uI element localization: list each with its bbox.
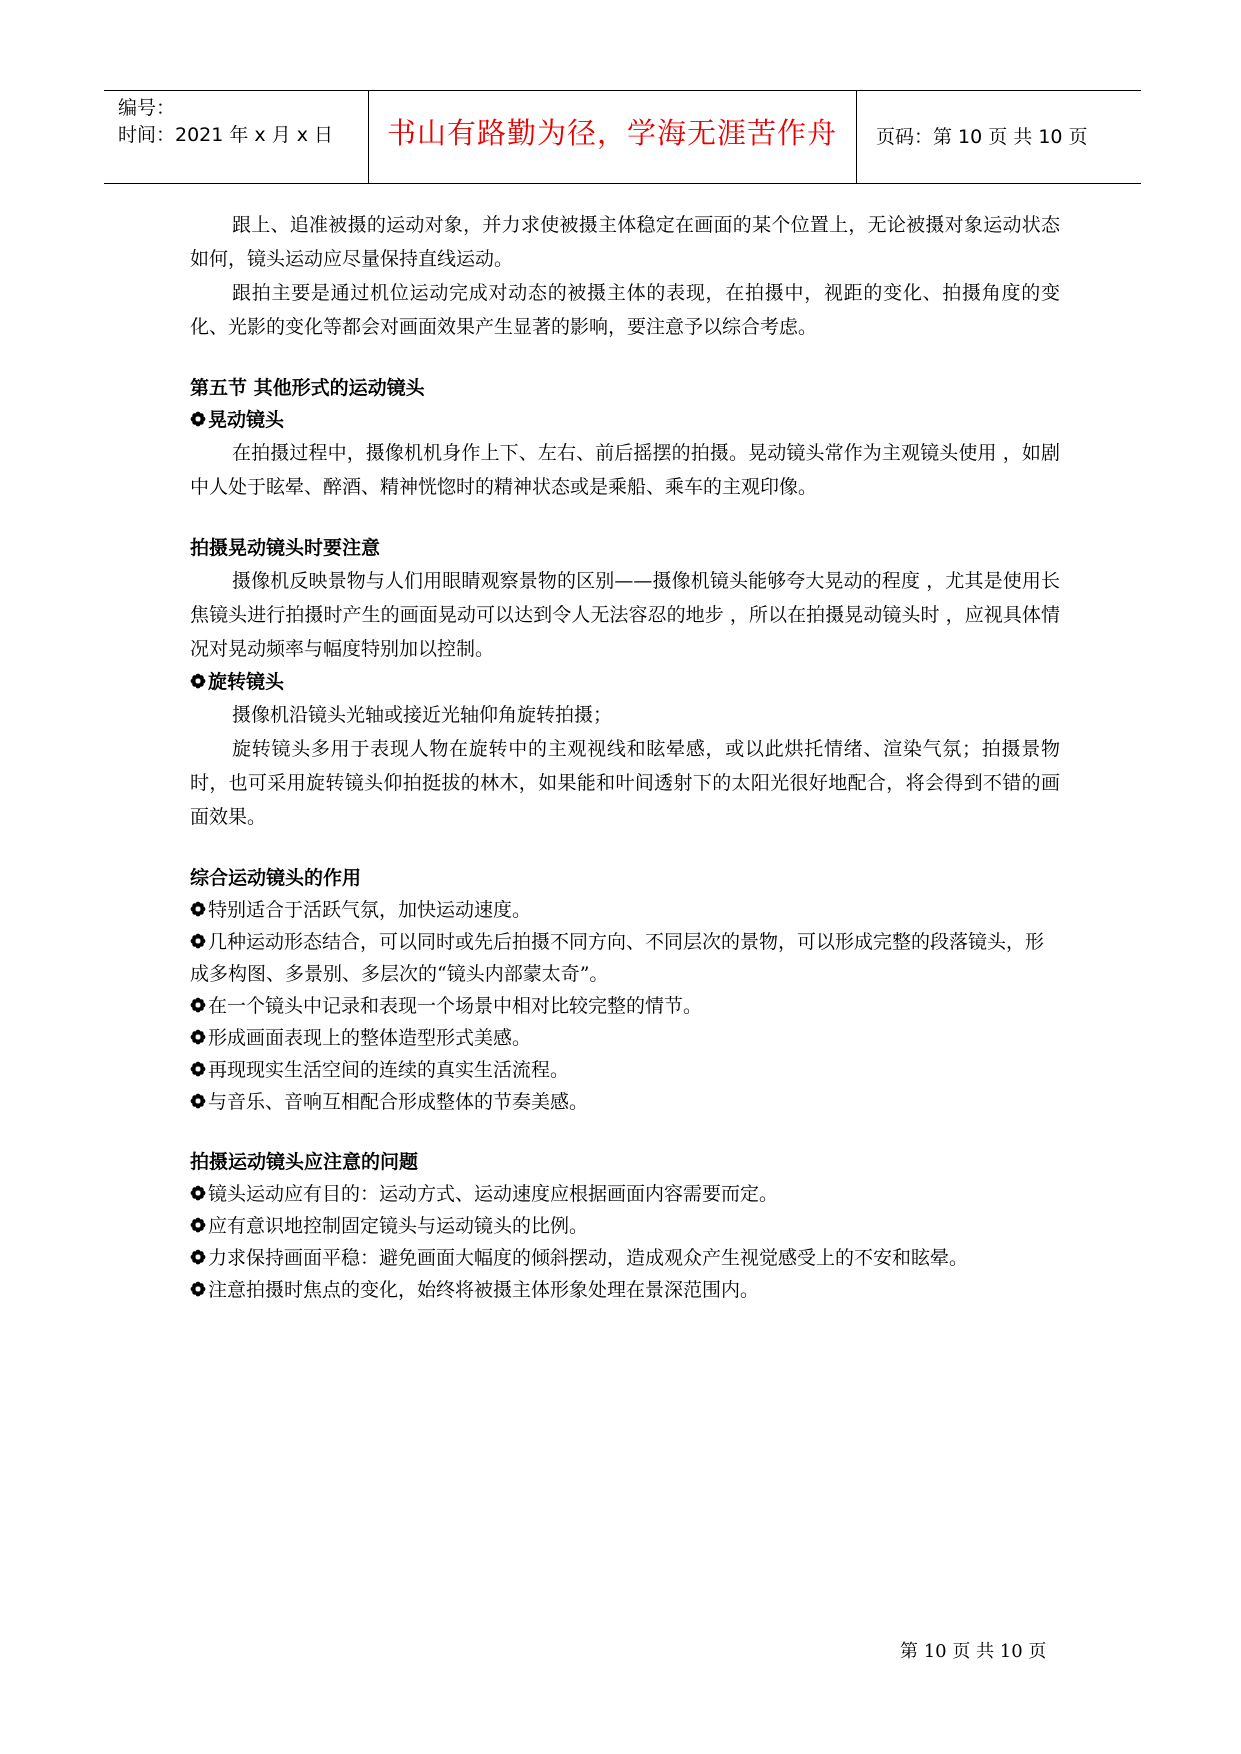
flower-bullet-icon — [190, 901, 206, 917]
list-item-text: 力求保持画面平稳：避免画面大幅度的倾斜摆动，造成观众产生视觉感受上的不安和眩晕。 — [208, 1247, 969, 1269]
issues-list — [190, 1178, 1060, 1306]
list-item — [190, 1274, 1060, 1306]
document-body — [190, 208, 1060, 1306]
header-motto: 书山有路勤为径，学海无涯苦作舟 — [386, 116, 837, 150]
list-item-text: 镜头运动应有目的：运动方式、运动速度应根据画面内容需要而定。 — [208, 1183, 779, 1205]
subsection-heading: 拍摄晃动镜头时要注意 — [190, 537, 381, 559]
list-item — [190, 1086, 1060, 1118]
list-item — [190, 1054, 1060, 1086]
flower-bullet-icon — [190, 1249, 206, 1265]
list-item-text: 在一个镜头中记录和表现一个场景中相对比较完整的情节。 — [208, 995, 703, 1017]
serial-label: 编号： — [118, 97, 176, 119]
list-item — [190, 1178, 1060, 1210]
flower-bullet-icon — [190, 673, 206, 689]
paragraph: 跟拍主要是通过机位运动完成对动态的被摄主体的表现，在拍摄中，视距的变化、拍摄角度的变化、光影的变化等都会对画面效果产生显著的影响，要注意予以综合考虑。 — [190, 282, 1060, 338]
list-item-text: 注意拍摄时焦点的变化，始终将被摄主体形象处理在景深范围内。 — [208, 1279, 760, 1301]
paragraph: 在拍摄过程中，摄像机机身作上下、左右、前后摇摆的拍摄。晃动镜头常作为主观镜头使用 ，如剧中人处于眩晕、醉酒、精神恍惚时的精神状态或是乘船、乘车的主观印像。 — [190, 442, 1060, 498]
list-item-text: 几种运动形态结合，可以同时或先后拍摄不同方向、不同层次的景物，可以形成完整的段落镜头，形成多构图、多景别、多层次的“镜头内部蒙太奇”。 — [190, 931, 1045, 985]
paragraph: 摄像机沿镜头光轴或接近光轴仰角旋转拍摄； — [232, 704, 613, 726]
subsection-heading — [190, 404, 1060, 436]
list-item-text: 特别适合于活跃气氛，加快运动速度。 — [208, 899, 532, 921]
page-header — [104, 90, 1141, 184]
list-item-text: 与音乐、音响互相配合形成整体的节奏美感。 — [208, 1091, 589, 1113]
paragraph: 摄像机反映景物与人们用眼睛观察景物的区别——摄像机镜头能够夸大晃动的程度 ，尤其是使用长焦镜头进行拍摄时产生的画面晃动可以达到令人无法容忍的地步 ，所以在拍摄晃动镜头时 ，应视具体情况对晃动频率与幅度特别加以控制。 — [190, 570, 1060, 660]
list-item — [190, 990, 1060, 1022]
flower-bullet-icon — [190, 1093, 206, 1109]
list-item-text: 应有意识地控制固定镜头与运动镜头的比例。 — [208, 1215, 589, 1237]
flower-bullet-icon — [190, 933, 206, 949]
flower-bullet-icon — [190, 1185, 206, 1201]
list-item-text: 形成画面表现上的整体造型形式美感。 — [208, 1027, 532, 1049]
flower-bullet-icon — [190, 1281, 206, 1297]
flower-bullet-icon — [190, 1217, 206, 1233]
header-divider — [856, 91, 857, 183]
flower-bullet-icon — [190, 1029, 206, 1045]
list-item — [190, 1242, 1060, 1274]
time-label: 时间：2021 年 x 月 x 日 — [118, 124, 334, 146]
flower-bullet-icon — [190, 997, 206, 1013]
page-footer: 第 10 页 共 10 页 — [900, 1641, 1047, 1662]
list-item — [190, 894, 1060, 926]
paragraph: 旋转镜头多用于表现人物在旋转中的主观视线和眩晕感，或以此烘托情绪、渲染气氛；拍摄景物时，也可采用旋转镜头仰拍挺拔的林木，如果能和叶间透射下的太阳光很好地配合，将会得到不错的画面效果。 — [190, 738, 1060, 828]
list-item — [190, 1210, 1060, 1242]
effects-list — [190, 894, 1060, 1118]
subsection-heading — [190, 666, 1060, 698]
rotate-title: 旋转镜头 — [208, 671, 285, 693]
header-page-number: 页码：第 10 页 共 10 页 — [876, 126, 1088, 148]
paragraph: 跟上、追准被摄的运动对象，并力求使被摄主体稳定在画面的某个位置上，无论被摄对象运动状态如何，镜头运动应尽量保持直线运动。 — [190, 214, 1060, 270]
flower-bullet-icon — [190, 411, 206, 427]
list-item — [190, 926, 1060, 990]
shake-title: 晃动镜头 — [208, 409, 285, 431]
flower-bullet-icon — [190, 1061, 206, 1077]
section-heading: 第五节 其他形式的运动镜头 — [190, 377, 425, 399]
list-item-text: 再现现实生活空间的连续的真实生活流程。 — [208, 1059, 570, 1081]
subsection-heading: 拍摄运动镜头应注意的问题 — [190, 1151, 419, 1173]
header-meta — [118, 95, 333, 149]
list-item — [190, 1022, 1060, 1054]
subsection-heading: 综合运动镜头的作用 — [190, 867, 362, 889]
